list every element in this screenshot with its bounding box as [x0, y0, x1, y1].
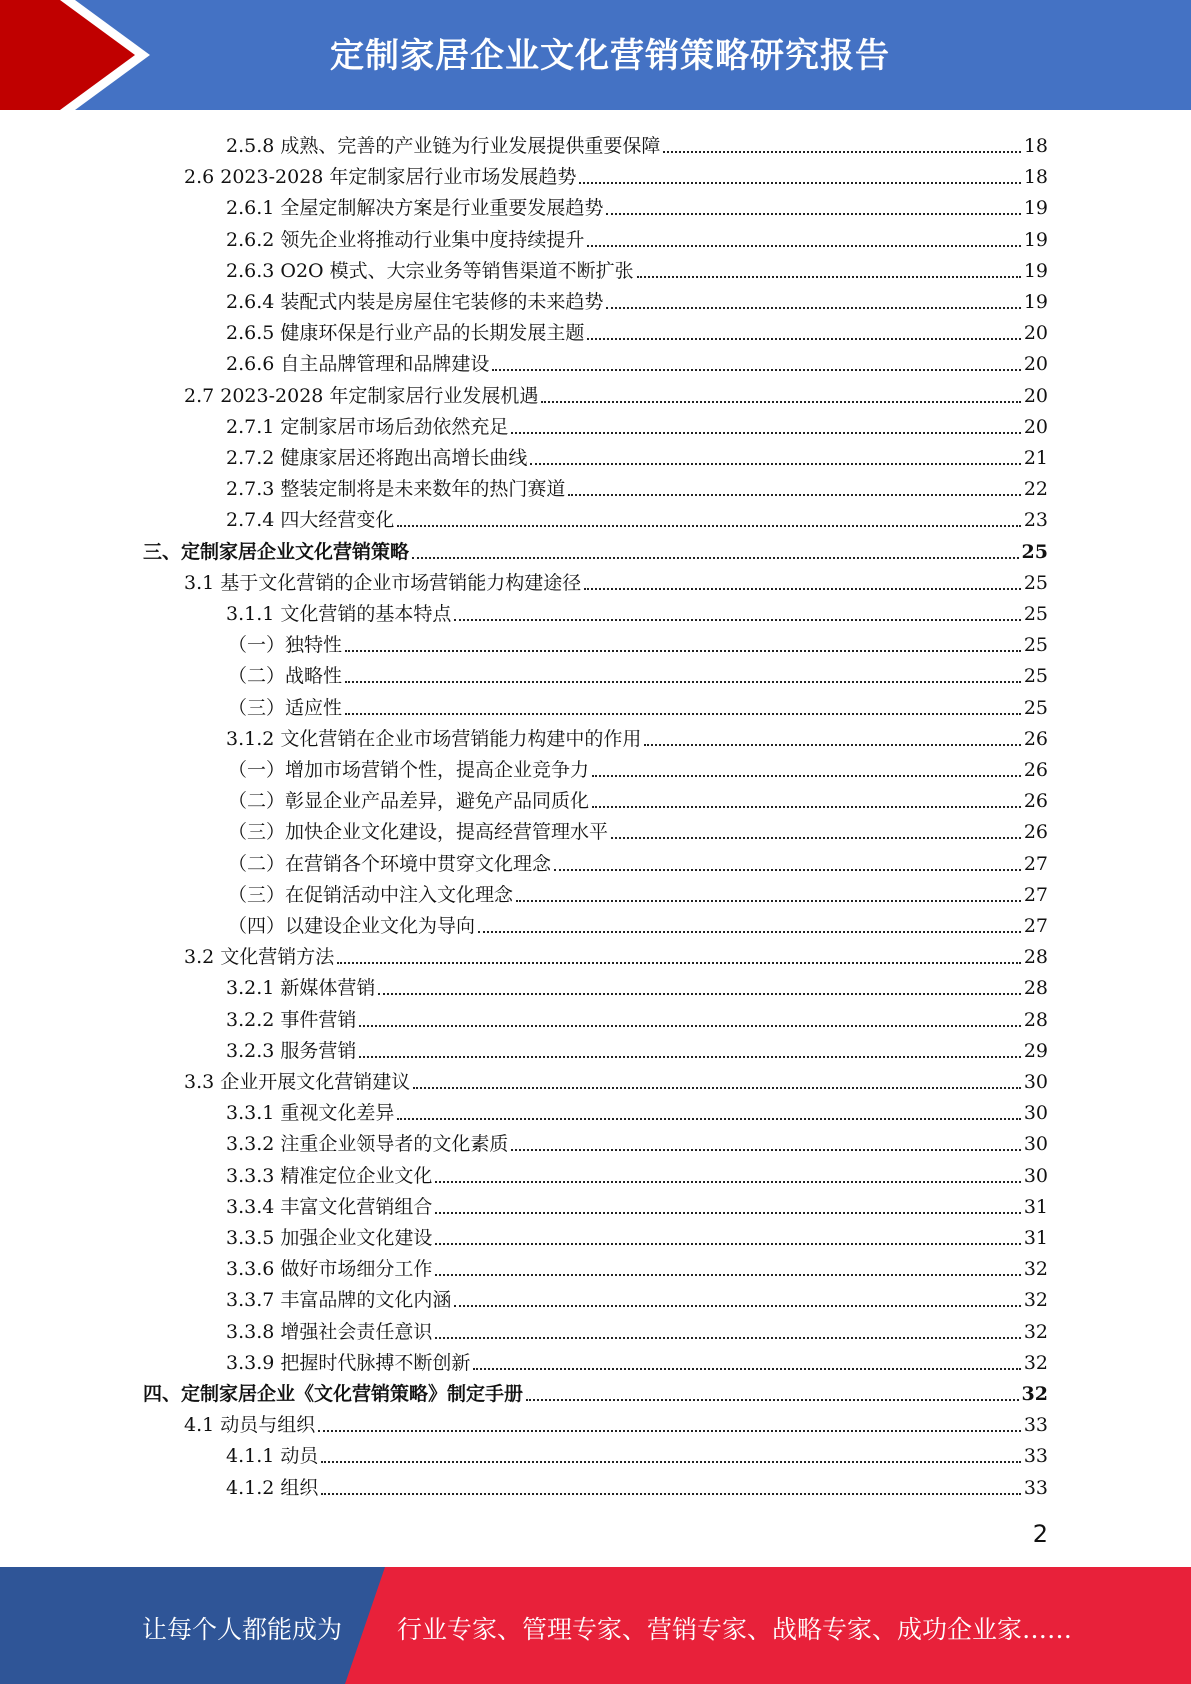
toc-leader-dots — [337, 962, 1021, 964]
toc-entry-page: 28 — [1023, 946, 1048, 969]
toc-leader-dots — [378, 993, 1020, 995]
toc-entry[interactable] — [226, 439, 1048, 470]
toc-entry-page: 26 — [1023, 727, 1048, 750]
toc-leader-dots — [526, 1399, 1019, 1401]
toc-entry[interactable] — [228, 845, 1048, 876]
toc-entry[interactable] — [184, 377, 1048, 408]
toc-entry-page: 33 — [1023, 1414, 1048, 1437]
toc-leader-dots — [318, 1430, 1021, 1432]
toc-entry-title: 3.3 企业开展文化营销建议 — [184, 1071, 411, 1093]
footer-slogan-right: 行业专家、管理专家、营销专家、战略专家、成功企业家…… — [397, 1615, 1073, 1644]
toc-entry[interactable] — [226, 1313, 1048, 1344]
toc-leader-dots — [345, 713, 1021, 715]
toc-entry-page: 30 — [1023, 1133, 1048, 1156]
toc-entry-title: 4.1 动员与组织 — [184, 1414, 316, 1437]
toc-entry-page: 25 — [1023, 696, 1048, 719]
toc-leader-dots — [611, 837, 1021, 839]
toc-entry[interactable] — [226, 1344, 1048, 1375]
toc-entry-title: 2.5.8 成熟、完善的产业链为行业发展提供重要保障 — [226, 135, 661, 157]
toc-entry-title: 3.2 文化营销方法 — [184, 946, 335, 969]
toc-entry-page: 19 — [1023, 228, 1048, 251]
toc-entry-page: 29 — [1023, 1039, 1048, 1062]
toc-leader-dots — [397, 525, 1020, 527]
toc-entry-title: 3.2.1 新媒体营销 — [226, 977, 376, 1000]
toc-entry-page: 18 — [1023, 166, 1048, 189]
toc-entry[interactable] — [226, 720, 1048, 751]
toc-entry-page: 30 — [1023, 1102, 1048, 1125]
toc-entry[interactable] — [226, 283, 1048, 314]
toc-entry-title: （三）加快企业文化建设，提高经营管理水平 — [228, 821, 609, 844]
toc-entry-title: 3.3.5 加强企业文化建设 — [226, 1227, 433, 1249]
toc-leader-dots — [568, 494, 1020, 496]
toc-leader-dots — [592, 806, 1021, 808]
toc-leader-dots — [554, 869, 1021, 871]
toc-entry[interactable] — [226, 314, 1048, 345]
toc-entry[interactable] — [184, 1063, 1048, 1094]
toc-entry-title: （二）在营销各个环境中贯穿文化理念 — [228, 852, 552, 875]
toc-entry[interactable] — [143, 533, 1048, 564]
toc-entry[interactable] — [226, 1032, 1048, 1063]
toc-leader-dots — [587, 245, 1020, 247]
toc-leader-dots — [359, 1056, 1020, 1058]
toc-leader-dots — [606, 213, 1020, 215]
toc-entry-page: 22 — [1023, 478, 1048, 501]
toc-entry[interactable] — [228, 782, 1048, 813]
toc-entry-title: 2.6.6 自主品牌管理和品牌建设 — [226, 353, 490, 376]
toc-entry-title: 3.3.1 重视文化差异 — [226, 1102, 395, 1125]
toc-entry-title: 四、定制家居企业《文化营销策略》制定手册 — [143, 1383, 524, 1405]
toc-leader-dots — [511, 1149, 1020, 1151]
toc-leader-dots — [435, 1274, 1020, 1276]
toc-entry-title: 3.3.3 精准定位企业文化 — [226, 1164, 433, 1187]
toc-leader-dots — [359, 1025, 1020, 1027]
page-footer — [0, 1567, 1191, 1684]
toc-entry[interactable] — [226, 1094, 1048, 1125]
toc-leader-dots — [516, 900, 1021, 902]
toc-entry[interactable] — [228, 907, 1048, 938]
toc-entry-title: 3.1.2 文化营销在企业市场营销能力构建中的作用 — [226, 727, 642, 750]
toc-leader-dots — [606, 307, 1020, 309]
toc-entry-page: 19 — [1023, 197, 1048, 220]
toc-leader-dots — [435, 1243, 1020, 1245]
toc-entry-page: 33 — [1023, 1476, 1048, 1499]
toc-leader-dots — [587, 338, 1020, 340]
toc-entry[interactable] — [228, 813, 1048, 844]
toc-entry-title: 3.1.1 文化营销的基本特点 — [226, 603, 452, 625]
toc-entry-title: 3.3.4 丰富文化营销组合 — [226, 1195, 433, 1218]
toc-entry-title: （一）独特性 — [228, 634, 343, 657]
toc-entry[interactable] — [184, 158, 1048, 189]
toc-entry[interactable] — [226, 221, 1048, 252]
toc-entry[interactable] — [184, 564, 1048, 595]
toc-entry-page: 20 — [1023, 384, 1048, 407]
toc-entry-page: 25 — [1023, 665, 1048, 688]
toc-leader-dots — [435, 1181, 1020, 1183]
toc-entry-page: 25 — [1023, 634, 1048, 657]
toc-entry[interactable] — [226, 127, 1048, 158]
toc-entry-title: 3.3.7 丰富品牌的文化内涵 — [226, 1289, 452, 1312]
toc-leader-dots — [321, 1493, 1020, 1495]
toc-entry-page: 20 — [1023, 322, 1048, 345]
page-number: 2 — [1032, 1520, 1048, 1548]
toc-entry-page: 28 — [1023, 977, 1048, 1000]
toc-entry-title: 2.6.4 装配式内装是房屋住宅装修的未来趋势 — [226, 291, 604, 313]
footer-slogan-left: 让每个人都能成为 — [142, 1615, 343, 1644]
toc-leader-dots — [435, 1337, 1020, 1339]
toc-entry-page: 26 — [1023, 821, 1048, 844]
toc-entry[interactable] — [226, 1125, 1048, 1156]
toc-entry[interactable] — [228, 751, 1048, 782]
toc-entry-title: （一）增加市场营销个性，提高企业竞争力 — [228, 759, 590, 781]
toc-leader-dots — [345, 650, 1021, 652]
toc-entry[interactable] — [226, 1188, 1048, 1219]
toc-entry[interactable] — [226, 969, 1048, 1000]
toc-entry[interactable] — [226, 1281, 1048, 1312]
toc-leader-dots — [644, 744, 1020, 746]
toc-entry-title: 4.1.1 动员 — [226, 1445, 319, 1468]
toc-entry[interactable] — [226, 1437, 1048, 1468]
toc-entry[interactable] — [226, 1250, 1048, 1281]
toc-entry-title: 3.3.9 把握时代脉搏不断创新 — [226, 1351, 471, 1374]
toc-entry[interactable] — [226, 1219, 1048, 1250]
toc-entry-page: 26 — [1023, 759, 1048, 781]
toc-leader-dots — [413, 1087, 1021, 1089]
toc-entry-title: 4.1.2 组织 — [226, 1476, 319, 1499]
toc-entry-page: 33 — [1023, 1445, 1048, 1468]
toc-leader-dots — [454, 619, 1020, 621]
toc-entry-title: 2.6 2023-2028 年定制家居行业市场发展趋势 — [184, 166, 577, 189]
toc-entry[interactable] — [228, 626, 1048, 657]
toc-entry-page: 32 — [1023, 1351, 1048, 1374]
toc-entry-title: （二）战略性 — [228, 665, 343, 688]
toc-entry-title: 2.6.3 O2O 模式、大宗业务等销售渠道不断扩张 — [226, 259, 634, 282]
toc-entry-title: 2.7 2023-2028 年定制家居行业发展机遇 — [184, 384, 539, 407]
toc-entry-title: （二）彰显企业产品差异，避免产品同质化 — [228, 790, 590, 813]
toc-entry[interactable] — [184, 1406, 1048, 1437]
toc-leader-dots — [492, 369, 1020, 371]
toc-entry[interactable] — [228, 876, 1048, 907]
toc-entry[interactable] — [226, 189, 1048, 220]
page-header — [0, 0, 1191, 110]
toc-leader-dots — [592, 775, 1021, 777]
toc-entry-title: 三、定制家居企业文化营销策略 — [143, 540, 410, 563]
toc-entry[interactable] — [184, 938, 1048, 969]
toc-entry-title: 3.2.2 事件营销 — [226, 1008, 357, 1031]
toc-entry-page: 27 — [1023, 852, 1048, 875]
toc-entry-title: 2.7.3 整装定制将是未来数年的热门赛道 — [226, 478, 566, 501]
toc-entry-page: 32 — [1021, 1383, 1048, 1405]
toc-entry-page: 31 — [1023, 1195, 1048, 1218]
toc-entry-title: （三）在促销活动中注入文化理念 — [228, 883, 514, 906]
toc-entry-page: 20 — [1023, 353, 1048, 376]
toc-entry-title: 2.7.4 四大经营变化 — [226, 509, 395, 532]
toc-entry[interactable] — [226, 501, 1048, 532]
toc-entry-title: 3.3.2 注重企业领导者的文化素质 — [226, 1133, 509, 1156]
toc-entry-title: 2.7.1 定制家居市场后劲依然充足 — [226, 415, 509, 438]
toc-entry[interactable] — [226, 1001, 1048, 1032]
toc-entry-page: 25 — [1021, 540, 1048, 563]
toc-leader-dots — [584, 588, 1021, 590]
toc-entry-page: 31 — [1023, 1227, 1048, 1249]
toc-entry[interactable] — [143, 1375, 1048, 1406]
report-title: 定制家居企业文化营销策略研究报告 — [330, 36, 890, 76]
toc-entry[interactable] — [226, 408, 1048, 439]
toc-entry[interactable] — [228, 689, 1048, 720]
toc-entry-title: 2.7.2 健康家居还将跑出高增长曲线 — [226, 447, 528, 469]
toc-entry-title: 2.6.5 健康环保是行业产品的长期发展主题 — [226, 322, 585, 345]
toc-entry[interactable] — [226, 1469, 1048, 1500]
toc-leader-dots — [345, 681, 1021, 683]
toc-entry-title: 2.6.1 全屋定制解决方案是行业重要发展趋势 — [226, 197, 604, 220]
toc-entry-page: 21 — [1023, 447, 1048, 469]
toc-entry-page: 25 — [1023, 603, 1048, 625]
toc-leader-dots — [637, 276, 1021, 278]
toc-entry-page: 20 — [1023, 415, 1048, 438]
toc-entry-title: （四）以建设企业文化为导向 — [228, 915, 476, 937]
toc-leader-dots — [541, 401, 1020, 403]
toc-entry-title: 3.1 基于文化营销的企业市场营销能力构建途径 — [184, 571, 582, 594]
toc-entry[interactable] — [226, 595, 1048, 626]
toc-entry-title: 3.3.6 做好市场细分工作 — [226, 1258, 433, 1281]
toc-leader-dots — [511, 432, 1020, 434]
toc-entry[interactable] — [226, 470, 1048, 501]
toc-entry-page: 18 — [1023, 135, 1048, 157]
toc-entry-title: 3.3.8 增强社会责任意识 — [226, 1320, 433, 1343]
toc-entry-page: 19 — [1023, 291, 1048, 313]
toc-entry-page: 32 — [1023, 1320, 1048, 1343]
toc-leader-dots — [321, 1461, 1020, 1463]
toc-entry[interactable] — [226, 345, 1048, 376]
toc-leader-dots — [412, 557, 1019, 559]
toc-entry-title: （三）适应性 — [228, 696, 343, 719]
toc-leader-dots — [454, 1305, 1020, 1307]
toc-entry-page: 19 — [1023, 259, 1048, 282]
toc-leader-dots — [478, 931, 1021, 933]
toc-entry-page: 27 — [1023, 883, 1048, 906]
toc-entry[interactable] — [228, 657, 1048, 688]
toc-leader-dots — [530, 463, 1020, 465]
toc-entry[interactable] — [226, 1157, 1048, 1188]
toc-entry-page: 25 — [1023, 571, 1048, 594]
toc-entry-page: 23 — [1023, 509, 1048, 532]
toc-entry-page: 28 — [1023, 1008, 1048, 1031]
toc-leader-dots — [579, 182, 1020, 184]
toc-entry-page: 30 — [1023, 1071, 1048, 1093]
toc-entry-title: 2.6.2 领先企业将推动行业集中度持续提升 — [226, 228, 585, 251]
toc-leader-dots — [473, 1368, 1020, 1370]
toc-leader-dots — [663, 151, 1020, 153]
toc-entry-page: 26 — [1023, 790, 1048, 813]
toc-entry-title: 3.2.3 服务营销 — [226, 1039, 357, 1062]
toc-entry[interactable] — [226, 252, 1048, 283]
toc-leader-dots — [435, 1212, 1020, 1214]
toc-entry-page: 32 — [1023, 1258, 1048, 1281]
toc-entry-page: 27 — [1023, 915, 1048, 937]
toc-entry-page: 32 — [1023, 1289, 1048, 1312]
toc-leader-dots — [397, 1118, 1020, 1120]
toc-entry-page: 30 — [1023, 1164, 1048, 1187]
